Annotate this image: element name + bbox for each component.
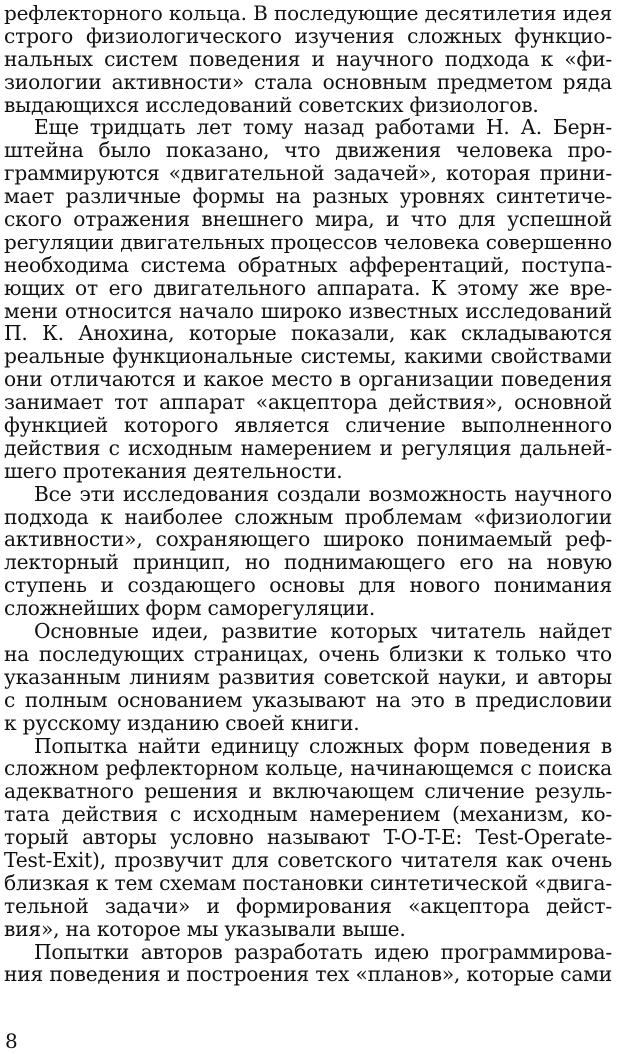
text-line: необходима система обратных афферентаций, поступа- bbox=[4, 253, 612, 277]
text-line: мает различные формы на разных уровнях синтетиче- bbox=[4, 185, 612, 209]
text-line: тельной задачи» и формирования «акцептора дейст- bbox=[4, 894, 612, 918]
text-line: П. К. Анохина, которые показали, как складываются bbox=[4, 322, 612, 346]
text-line: ния поведения и построения тех «планов», которые сами bbox=[4, 963, 612, 987]
text-line: граммируются «двигательной задачей», которая прини- bbox=[4, 162, 612, 186]
text-line: сложном рефлекторном кольце, начинающемся с поиска bbox=[4, 757, 612, 781]
text-line: сложнейших форм саморегуляции. bbox=[4, 597, 376, 621]
text-line: к русскому изданию своей книги. bbox=[4, 711, 360, 735]
text-line: Основные идеи, развитие которых читатель найдет bbox=[34, 620, 612, 643]
text-line: шего протекания деятельности. bbox=[4, 459, 343, 483]
text-line: ющих от его двигательного аппарата. К этому же вре- bbox=[4, 276, 612, 300]
text-line: Еще тридцать лет тому назад работами Н. А. Берн- bbox=[34, 116, 612, 140]
text-line: они отличаются и какое место в организации поведения bbox=[4, 368, 612, 392]
text-line: ступень и создающего основы для нового понимания bbox=[4, 574, 612, 598]
text-line: ского отражения внешнего мира, и что для успешной bbox=[4, 208, 612, 231]
text-line: лекторный принцип, но поднимающего его на новую bbox=[4, 551, 612, 575]
text-line: адекватного решения и включающем сличение резуль- bbox=[4, 780, 612, 804]
text-line: Попытки авторов разработать идею программирова- bbox=[34, 940, 612, 964]
text-line: активности», сохраняющего широко понимаемый реф- bbox=[4, 528, 612, 552]
text-line: регуляции двигательных процессов человека совершенно bbox=[4, 230, 612, 254]
text-line: Все эти исследования создали возможность научного bbox=[34, 482, 612, 506]
text-line: штейна было показано, что движения человека про- bbox=[4, 139, 612, 163]
text-line: на последующих страницах, очень близки к только что bbox=[4, 642, 612, 666]
text-line: Test-Exit), прозвучит для советского читателя как очень bbox=[4, 848, 612, 872]
text-line: занимает тот аппарат «акцептора действия», основной bbox=[4, 391, 612, 415]
text-line: нальных систем поведения и научного подхода к «фи- bbox=[4, 47, 612, 71]
text-line: мени относится начало широко известных исследований bbox=[4, 299, 612, 323]
text-line: выдающихся исследований советских физиологов. bbox=[4, 93, 539, 117]
text-line: торый авторы условно называют T-O-T-E: Test-Operate- bbox=[4, 826, 612, 849]
text-line: функцией которого является сличение выполненного bbox=[4, 414, 612, 437]
text-line: Попытка найти единицу сложных форм поведения в bbox=[34, 734, 612, 758]
text-line: с полным основанием указывают на это в предисловии bbox=[4, 688, 612, 712]
text-line: близкая к тем схемам постановки синтетической «двига- bbox=[4, 871, 612, 895]
text-line: подхода к наиболее сложным проблемам «физиологии bbox=[4, 505, 612, 529]
text-line: зиологии активности» стала основным предметом ряда bbox=[4, 70, 612, 94]
text-line: действия с исходным намерением и регуляция дальней- bbox=[4, 436, 612, 460]
page-number: 8 bbox=[5, 1029, 18, 1053]
text-line: вия», на которое мы указывали выше. bbox=[4, 917, 406, 941]
text-line: тата действия с исходным намерением (механизм, ко- bbox=[4, 803, 612, 827]
text-line: указанным линиям развития советской науки, и авторы bbox=[4, 665, 612, 689]
text-line: строго физиологического изучения сложных функцио- bbox=[4, 24, 612, 48]
text-line: рефлекторного кольца. В последующие десятилетия идея bbox=[4, 2, 612, 25]
body-text bbox=[4, 2, 612, 986]
text-line: реальные функциональные системы, какими свойствами bbox=[4, 345, 612, 369]
